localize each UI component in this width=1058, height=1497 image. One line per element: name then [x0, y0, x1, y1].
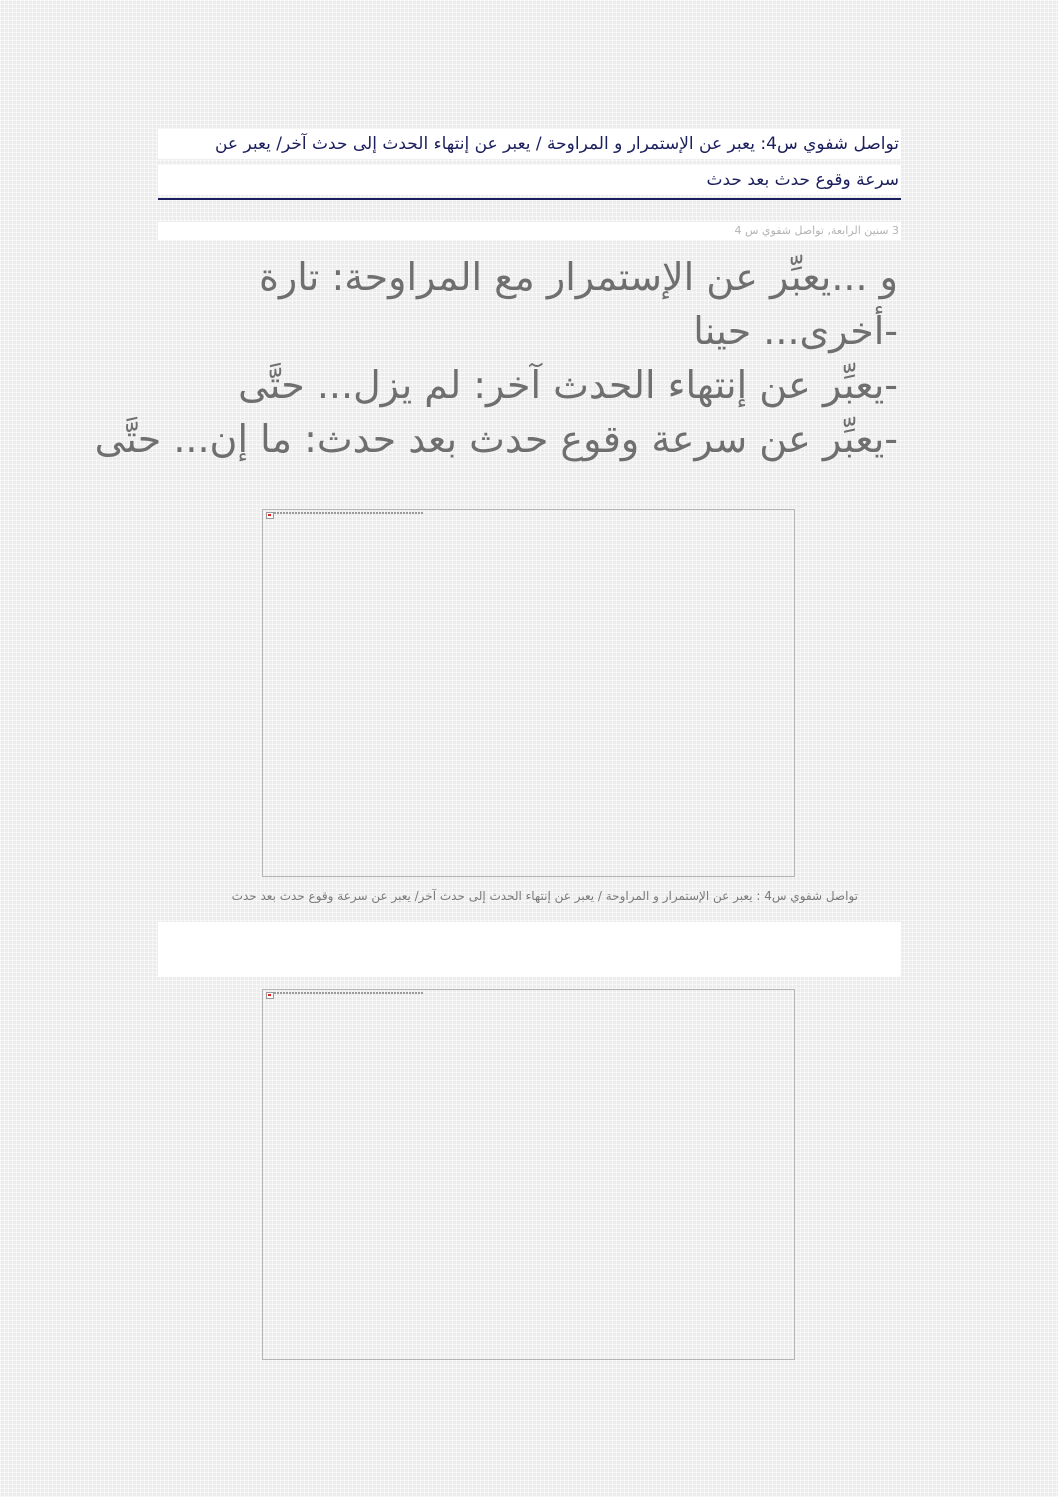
broken-image-2	[262, 989, 795, 1360]
body-line-3: -يعبِّر عن إنتهاء الحدث آخر: لم يزل... حتَّى	[238, 363, 898, 407]
title-line-2: سرعة وقوع حدث بعد حدث	[158, 165, 901, 195]
document-title	[158, 129, 901, 200]
image-caption: تواصل شفوي س4 : يعبر عن الإستمرار و المراوحة / يعبر عن إنتهاء الحدث إلى حدث آخر/ يعبر عن سرعة وقوع حدث بعد حدث	[231, 889, 858, 903]
broken-image-placeholder-text	[274, 512, 424, 514]
broken-image-1	[262, 509, 795, 877]
broken-image-icon	[266, 512, 274, 519]
title-divider	[158, 198, 901, 200]
body-line-1: و ...يعبِّر عن الإستمرار مع المراوحة: تارة	[258, 255, 898, 299]
body-text	[94, 250, 898, 466]
blank-panel	[158, 922, 901, 977]
breadcrumb[interactable]: 3 سنين الرابعة, تواصل شفوي س 4	[158, 222, 901, 240]
broken-image-icon	[266, 992, 274, 999]
body-line-2: -أخرى... حينا	[693, 309, 898, 353]
title-line-1: تواصل شفوي س4: يعبر عن الإستمرار و المراوحة / يعبر عن إنتهاء الحدث إلى حدث آخر/ يعبر عن	[158, 129, 901, 159]
broken-image-placeholder-text	[274, 992, 424, 994]
body-line-4: -يعبِّر عن سرعة وقوع حدث بعد حدث: ما إن... حتَّى	[94, 417, 898, 461]
